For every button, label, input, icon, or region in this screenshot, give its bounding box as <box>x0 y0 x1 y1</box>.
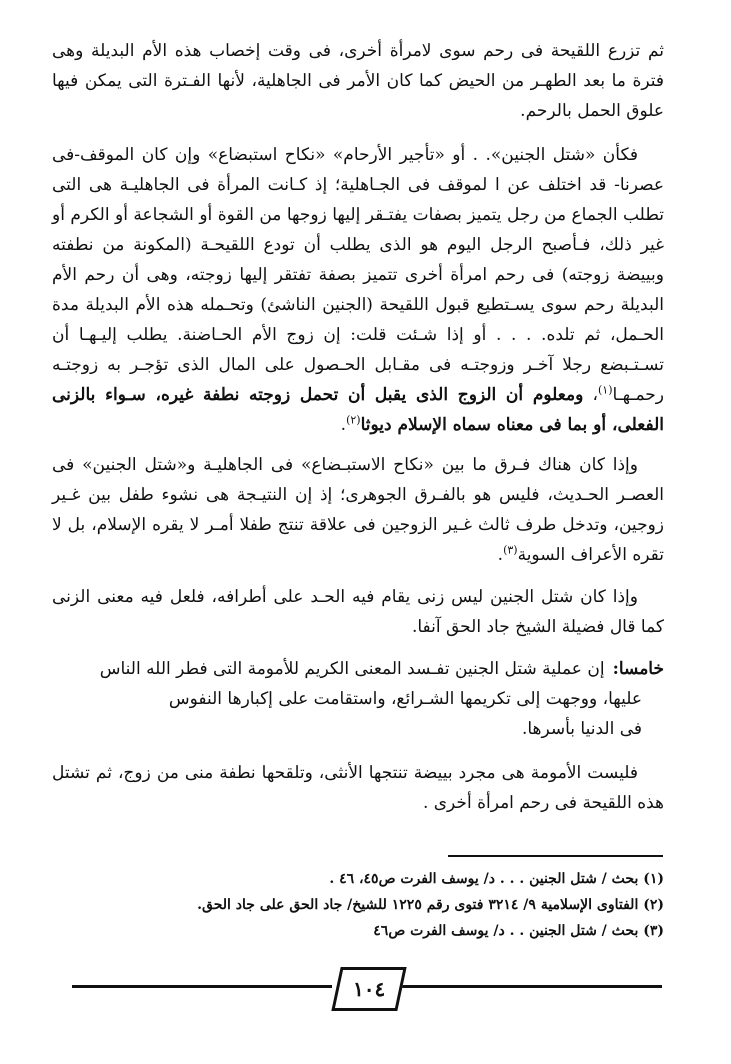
page-number-box <box>331 967 406 1011</box>
footnote-separator <box>448 855 663 857</box>
paragraph-1: ثم تزرع اللقيحة فى رحم سوى لامرأة أخرى، فى وقت إخصاب هذه الأم البديلة وهى فترة ما بعد الطهـر من الحيض كما كان الأمر فى الجاهلية، لأنها الفـترة التى يمكن فيها علوق الحمل بالرحم. <box>52 41 664 121</box>
paragraph-3-text: وإذا كان هناك فـرق ما بين «نكاح الاستبـضاع» فى الجاهليـة و«شتل الجنين» فى العصـر الحـديث، فليس هو بالفـرق الجوهرى؛ إذ إن النتيـجة هى نشوء طفل بين غـير زوجين، وتدخل طرف ثالث غـير الزوجين فى علاقة تنتج طفلا أمـر لا يقره الإسلام، بل لا تقره الأعراف السوية <box>52 455 664 565</box>
paragraph-5 <box>52 654 664 744</box>
section-label-fifth: خامسا: <box>612 659 664 679</box>
paragraph-2-text: فكأن «شتل الجنين». . أو «تأجير الأرحام» «نكاح استبضاع» وإن كان الموقف-فى عصرنا- قد اختلف عن ا لموقف فى الجـاهلية؛ إذ كـانت المرأة فى الجاهليـة هى التى تطلب الجماع من رجل يتميز بصفات يفتـقر إليها زوجها من القوة أو الشجاعة أو الكرم أو غير ذلك، فـأصبح الرجل اليوم هو الذى يطلب أن تودع اللقيحـة (المكونة من نطفته وبييضة زوجته) فى رحم امرأة أخرى تتميز بصفة تفتقر إليها زوجته، وهى أن رحم الأم البديلة رحم سوى يسـتطيع قبول اللقيحة (الجنين الناشئ) وتحـمله هذه الأم البديلة مدة الحـمل، ثم تلده. . . . أو إذا شـئت قلت: إن زوج الأم الحـاضنة. يطلب إليـهـا أن تسـتـبضع رجلا آخـر وزوجتـه فى مقـابل الحـصول على المال الذى تؤجـر به زوجتـه رحمـهـا <box>52 145 665 405</box>
paragraph-3: وإذا كان هناك فـرق ما بين «نكاح الاستبـضاع» فى الجاهليـة و«شتل الجنين» فى العصـر الحـديث، فليس هو بالفـرق الجوهرى؛ إذ إن النتيـجة هى نشوء طفل بين غـير زوجين، وتدخل طرف ثالث غـير الزوجين فى علاقة تنتج طفلا أمـر لا يقره الإسلام، بل لا تقره الأعراف السوية$^{(٣)}$. <box>52 455 664 565</box>
paragraph-5-line-3: فى الدنيا بأسرها. <box>521 719 642 739</box>
footnote-1: (١) بحث / شتل الجنين . . . د/ يوسف الفرت ص٤٥، ٤٦ . <box>329 871 664 887</box>
page-body <box>52 36 664 828</box>
paragraph-4: وإذا كان شتل الجنين ليس زنى يقام فيه الحـد على أطرافه، فلعل فيه معنى الزنى كما قال فضيلة الشيخ جاد الحق آنفا. <box>52 587 664 637</box>
bottom-rule-left <box>72 985 332 988</box>
footnotes <box>52 866 664 944</box>
footnote-ref-2: (٢) <box>346 413 361 427</box>
paragraph-5-line-1: خامسا:إن عملية شتل الجنين تفـسد المعنى الكريم للأمومة التى فطر الله الناس <box>99 659 664 679</box>
footnote-2: (٢) الفتاوى الإسلامية ٩/ ٣٢١٤ فتوى رقم ١٢٢٥ للشيخ/ جاد الحق على جاد الحق. <box>197 897 664 913</box>
bottom-rule-right <box>402 985 662 988</box>
footnote-ref-3: (٣) <box>503 543 518 557</box>
paragraph-6: فليست الأمومة هى مجرد بييضة تنتجها الأنثى، وتلقحها نطفة منى من زوج، ثم تشتل هذه اللقيحة فى رحم امرأة أخرى . <box>52 763 664 813</box>
paragraph-2: فكأن «شتل الجنين». . أو «تأجير الأرحام» «نكاح استبضاع» وإن كان الموقف-فى عصرنا- قد اختلف عن ا لموقف فى الجـاهلية؛ إذ كـانت المرأة فى الجاهليـة هى التى تطلب الجماع من رجل يتميز بصفات يفتـقر إليها زوجها من القوة أو الشجاعة أو الكرم أو غير ذلك، فـأصبح الرجل اليوم هو الذى يطلب أن تودع اللقيحـة (المكونة من نطفته وبييضة زوجته) فى رحم امرأة أخرى تتميز بصفة تفتقر إليها زوجته، وهى أن رحم الأم البديلة رحم سوى يسـتطيع قبول اللقيحة (الجنين الناشئ) وتحـمله هذه الأم البديلة مدة الحـمل، ثم تلده. . . . أو إذا شـئت قلت: إن زوج الأم الحـاضنة. يطلب إليـهـا أن تسـتـبضع رجلا آخـر وزوجتـه فى مقـابل الحـصول على المال الذى تؤجـر به زوجتـه رحمـهـا$^{(١)}$، ومعلوم أن الزوج الذى يقبل أن تحمل زوجته نطفة غيره، سـواء بالزنى الفعلى، أو بما فى معناه سماه الإسلام ديوثا$^{(٢)}$. <box>52 145 665 435</box>
paragraph-2-bold-text: ومعلوم أن الزوج الذى يقبل أن تحمل زوجته نطفة غيره، سـواء بالزنى الفعلى، أو بما فى معناه سماه الإسلام ديوثا <box>52 385 664 435</box>
footnote-ref-1: (١) <box>597 383 613 397</box>
paragraph-5-line-2: عليها، ووجهت إلى تكريمها الشـرائع، واستقامت على إكبارها النفوس <box>168 689 642 709</box>
page-number: ١٠٤ <box>352 977 386 1001</box>
footnote-3: (٣) بحث / شتل الجنين . . د/ يوسف الفرت ص٤٦ <box>373 923 664 939</box>
